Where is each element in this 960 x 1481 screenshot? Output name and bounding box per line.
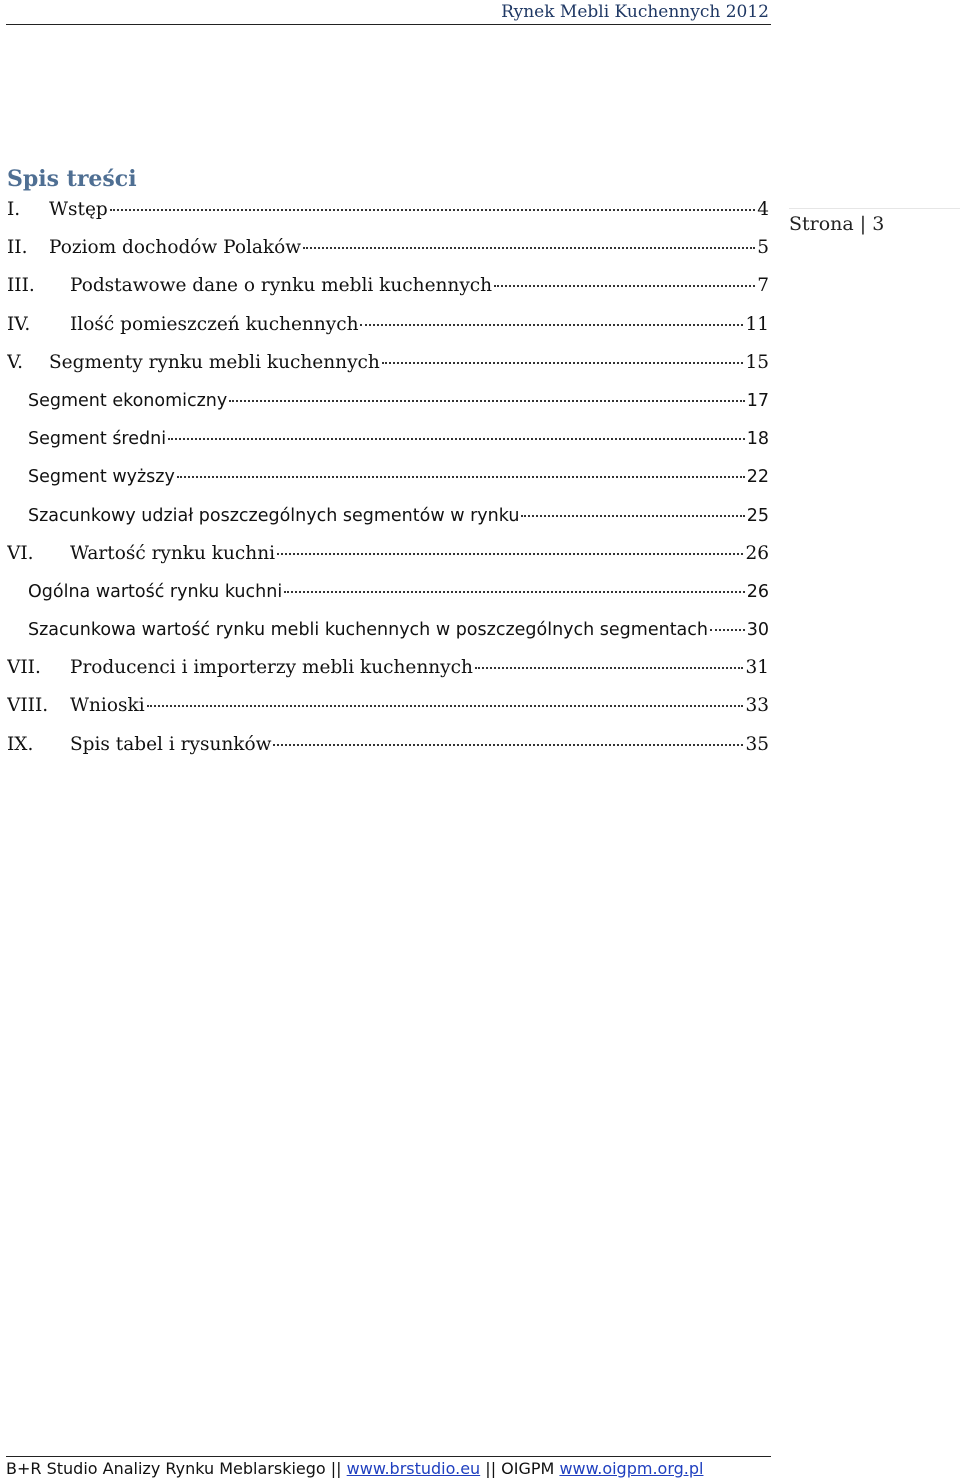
toc-entry-number: III. (7, 275, 35, 297)
toc-entry-label: Ogólna wartość rynku kuchni (28, 581, 283, 602)
toc-entry-page: 17 (746, 390, 769, 411)
toc-entry-wstep[interactable] (7, 197, 769, 235)
toc-entry-page: 4 (757, 199, 769, 220)
toc-entry-page: 26 (746, 581, 769, 602)
toc-dot-leader (382, 362, 744, 364)
page-footer (6, 1456, 771, 1478)
toc-dot-leader (177, 476, 745, 478)
toc-entry-number: VII. (7, 657, 41, 679)
toc-entry-number: I. (7, 199, 21, 220)
toc-entry-page: 31 (745, 657, 769, 679)
toc-entry-label: Szacunkowa wartość rynku mebli kuchennych w poszczególnych segmentach (28, 620, 708, 641)
toc-entry-podstawowe-dane[interactable] (7, 273, 769, 311)
toc-entry-label: Szacunkowy udział poszczególnych segmentów w rynku (28, 505, 520, 526)
toc-dot-leader (284, 591, 745, 593)
toc-entry-label: Wnioski (70, 695, 145, 717)
toc-entry-label: Segment wyższy (28, 467, 175, 488)
toc-entry-label: Producenci i importerzy mebli kuchennych (70, 657, 473, 679)
toc-entry-number: V. (7, 351, 24, 373)
toc-entry-label: Wstęp (49, 199, 108, 220)
toc-subentry-ogolna-wartosc[interactable] (7, 579, 769, 617)
page-number-label: Strona | 3 (789, 213, 885, 235)
toc-dot-leader (303, 247, 755, 249)
toc-entry-number: IX. (7, 733, 34, 755)
footer-separator: || (485, 1459, 497, 1478)
toc-dot-leader (475, 667, 744, 669)
toc-dot-leader (168, 438, 745, 440)
toc-entry-segmenty-rynku[interactable] (7, 350, 769, 388)
toc-dot-leader (147, 705, 744, 707)
footer-link-oigpm[interactable]: www.oigpm.org.pl (559, 1459, 704, 1478)
table-of-contents (7, 197, 769, 770)
toc-title: Spis treści (7, 166, 137, 192)
toc-entry-label: Podstawowe dane o rynku mebli kuchennych (70, 275, 493, 297)
toc-entry-ilosc-pomieszczen[interactable] (7, 312, 769, 350)
footer-org-name: B+R Studio Analizy Rynku Meblarskiego (6, 1459, 326, 1478)
header-title: Rynek Mebli Kuchennych 2012 (501, 2, 769, 22)
toc-entry-number: IV. (7, 313, 31, 335)
toc-entry-page: 5 (757, 237, 769, 259)
toc-entry-page: 25 (746, 505, 769, 526)
toc-entry-wartosc-rynku[interactable] (7, 541, 769, 579)
toc-entry-producenci[interactable] (7, 655, 769, 693)
toc-entry-spis-tabel[interactable] (7, 732, 769, 770)
toc-dot-leader (273, 744, 743, 746)
toc-entry-page: 18 (746, 429, 769, 450)
page-label-divider (789, 208, 960, 209)
toc-subentry-udzial-segmentow[interactable] (7, 503, 769, 541)
toc-entry-label: Segmenty rynku mebli kuchennych (49, 351, 380, 373)
toc-dot-leader (494, 285, 755, 287)
toc-entry-label: Spis tabel i rysunków (70, 733, 272, 755)
footer-org2-name: OIGPM (501, 1459, 555, 1478)
toc-entry-page: 15 (745, 351, 769, 373)
toc-entry-page: 11 (745, 313, 769, 335)
footer-separator: || (330, 1459, 342, 1478)
toc-entry-number: VI. (7, 542, 34, 564)
toc-subentry-segment-wyzszy[interactable] (7, 464, 769, 502)
page-header (6, 0, 771, 25)
footer-link-brstudio[interactable]: www.brstudio.eu (346, 1459, 481, 1478)
footer-line (6, 1459, 703, 1478)
toc-subentry-wartosc-segmentach[interactable] (7, 617, 769, 655)
toc-entry-label: Ilość pomieszczeń kuchennych (70, 313, 359, 335)
toc-entry-page: 35 (745, 733, 769, 755)
toc-entry-page: 26 (745, 542, 769, 564)
toc-dot-leader (710, 629, 745, 631)
toc-entry-page: 7 (757, 275, 769, 297)
toc-entry-number: VIII. (7, 695, 49, 717)
toc-entry-label: Wartość rynku kuchni (70, 542, 276, 564)
toc-subentry-segment-ekonomiczny[interactable] (7, 388, 769, 426)
toc-entry-label: Poziom dochodów Polaków (49, 237, 302, 259)
toc-entry-page: 30 (746, 620, 769, 641)
toc-subentry-segment-sredni[interactable] (7, 426, 769, 464)
toc-entry-poziom-dochodow[interactable] (7, 235, 769, 273)
toc-dot-leader (277, 553, 743, 555)
toc-dot-leader (229, 400, 744, 402)
toc-entry-page: 33 (745, 695, 769, 717)
toc-dot-leader (110, 209, 755, 211)
toc-entry-wnioski[interactable] (7, 693, 769, 731)
toc-entry-page: 22 (746, 467, 769, 488)
toc-entry-label: Segment ekonomiczny (28, 390, 228, 411)
toc-entry-label: Segment średni (28, 429, 167, 450)
toc-entry-number: II. (7, 237, 28, 259)
toc-dot-leader (360, 324, 743, 326)
toc-dot-leader (521, 515, 744, 517)
